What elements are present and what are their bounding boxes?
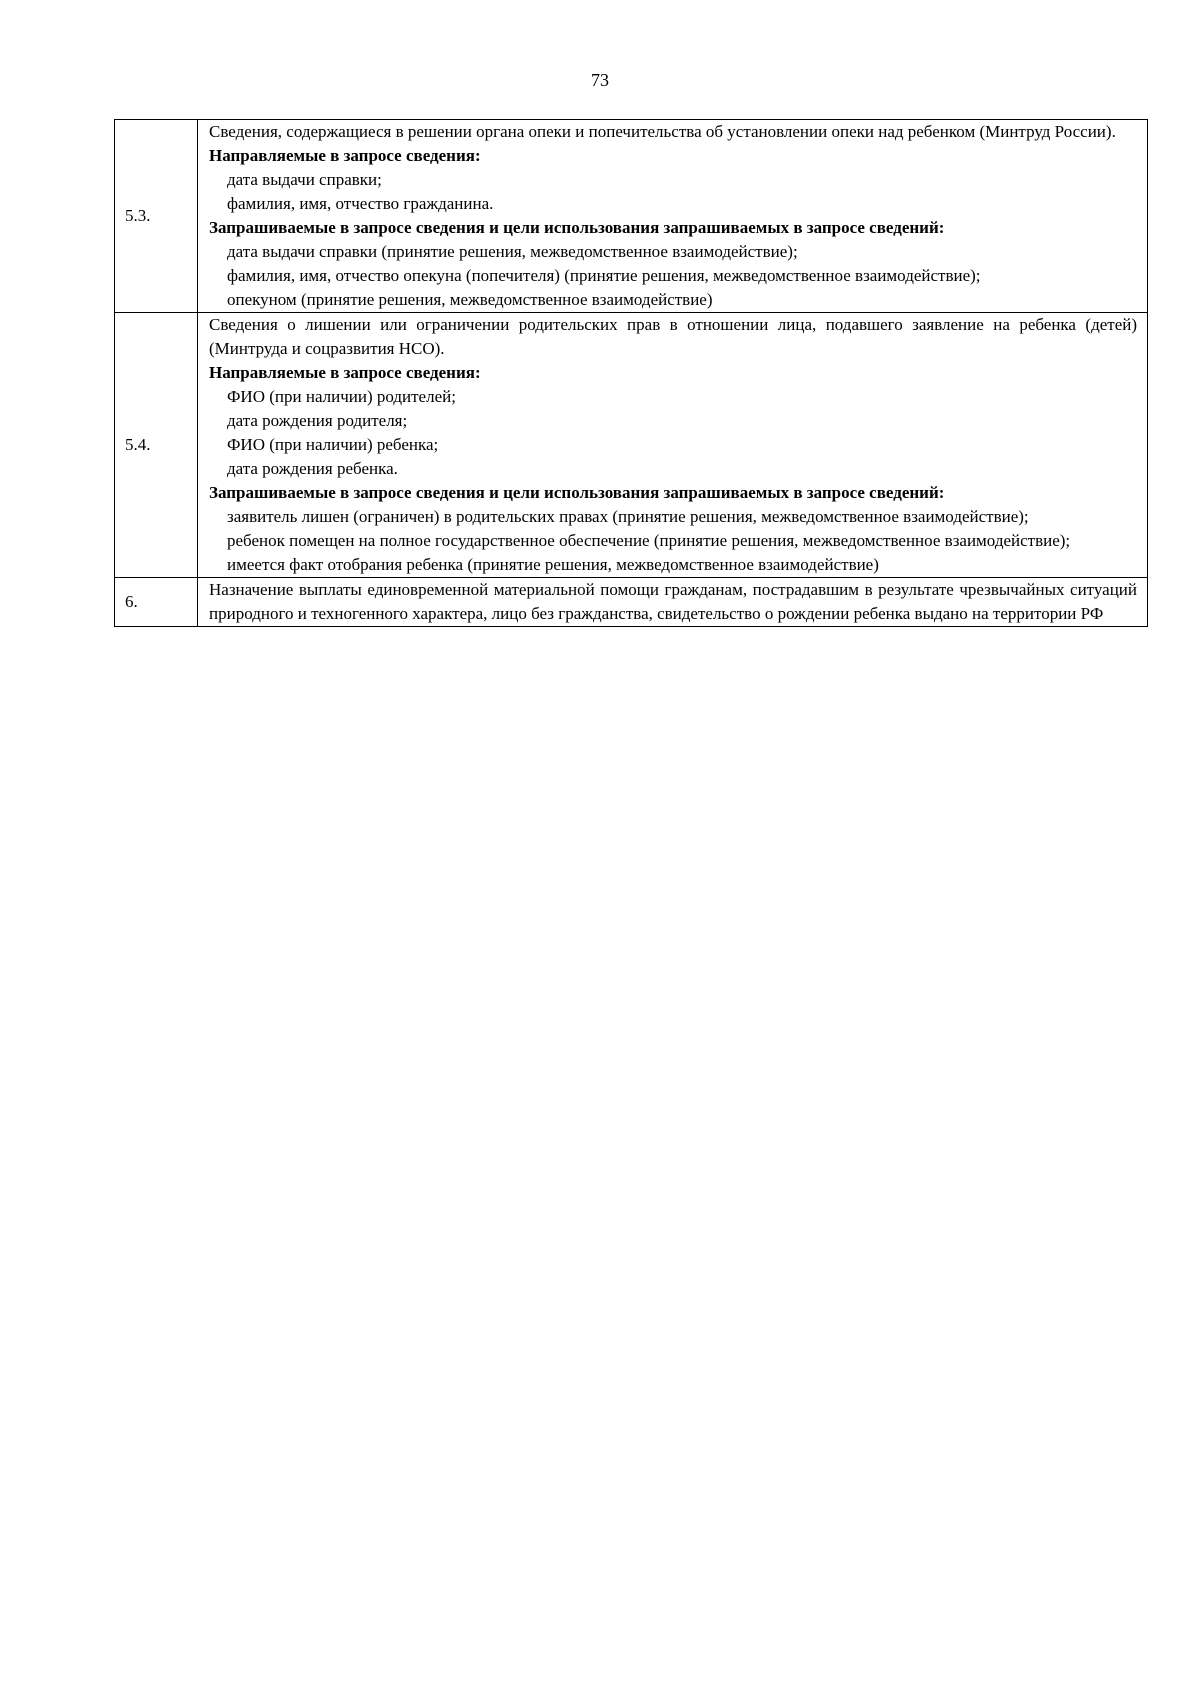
requested-item: заявитель лишен (ограничен) в родительских правах (принятие решения, межведомственное взаимодействие); bbox=[227, 507, 1029, 526]
requested-item: дата выдачи справки (принятие решения, межведомственное взаимодействие); bbox=[227, 242, 798, 261]
table-row bbox=[115, 120, 1148, 313]
requested-item: имеется факт отобрания ребенка (принятие решения, межведомственное взаимодействие) bbox=[227, 555, 879, 574]
sent-heading: Направляемые в запросе сведения: bbox=[209, 146, 481, 165]
sent-heading: Направляемые в запросе сведения: bbox=[209, 363, 481, 382]
requested-item: ребенок помещен на полное государственное обеспечение (принятие решения, межведомственное взаимодействие); bbox=[227, 531, 1071, 550]
row-title: Назначение выплаты единовременной материальной помощи гражданам, пострадавшим в результате чрезвычайных ситуаций природного и техногенного характера, лицо без гражданства, свидетельство о рождении ребенка выдано на территории РФ bbox=[209, 580, 1137, 623]
row-title: Сведения, содержащиеся в решении органа опеки и попечительства об установлении опеки над ребенком (Минтруд России). bbox=[209, 122, 1116, 141]
row-content bbox=[198, 313, 1148, 578]
row-number: 5.3. bbox=[115, 120, 198, 313]
row-number: 5.4. bbox=[115, 313, 198, 578]
row-content bbox=[198, 120, 1148, 313]
sent-item: ФИО (при наличии) ребенка; bbox=[227, 435, 439, 454]
table-row bbox=[115, 313, 1148, 578]
table-row bbox=[115, 578, 1148, 627]
sent-item: дата выдачи справки; bbox=[227, 170, 382, 189]
row-number: 6. bbox=[115, 578, 198, 627]
requested-heading: Запрашиваемые в запросе сведения и цели использования запрашиваемых в запросе сведений: bbox=[209, 483, 945, 502]
row-content bbox=[198, 578, 1148, 627]
document-table bbox=[114, 119, 1148, 627]
sent-item: ФИО (при наличии) родителей; bbox=[227, 387, 456, 406]
requested-heading: Запрашиваемые в запросе сведения и цели использования запрашиваемых в запросе сведений: bbox=[209, 218, 945, 237]
sent-item: дата рождения родителя; bbox=[227, 411, 408, 430]
row-title: Сведения о лишении или ограничении родительских прав в отношении лица, подавшего заявление на ребенка (детей) (Минтруда и соцразвития НСО). bbox=[209, 315, 1137, 358]
page-number: 73 bbox=[591, 70, 609, 90]
requested-item: опекуном (принятие решения, межведомственное взаимодействие) bbox=[227, 290, 713, 309]
sent-item: фамилия, имя, отчество гражданина. bbox=[227, 194, 494, 213]
sent-item: дата рождения ребенка. bbox=[227, 459, 398, 478]
requested-item: фамилия, имя, отчество опекуна (попечителя) (принятие решения, межведомственное взаимодействие); bbox=[227, 266, 981, 285]
